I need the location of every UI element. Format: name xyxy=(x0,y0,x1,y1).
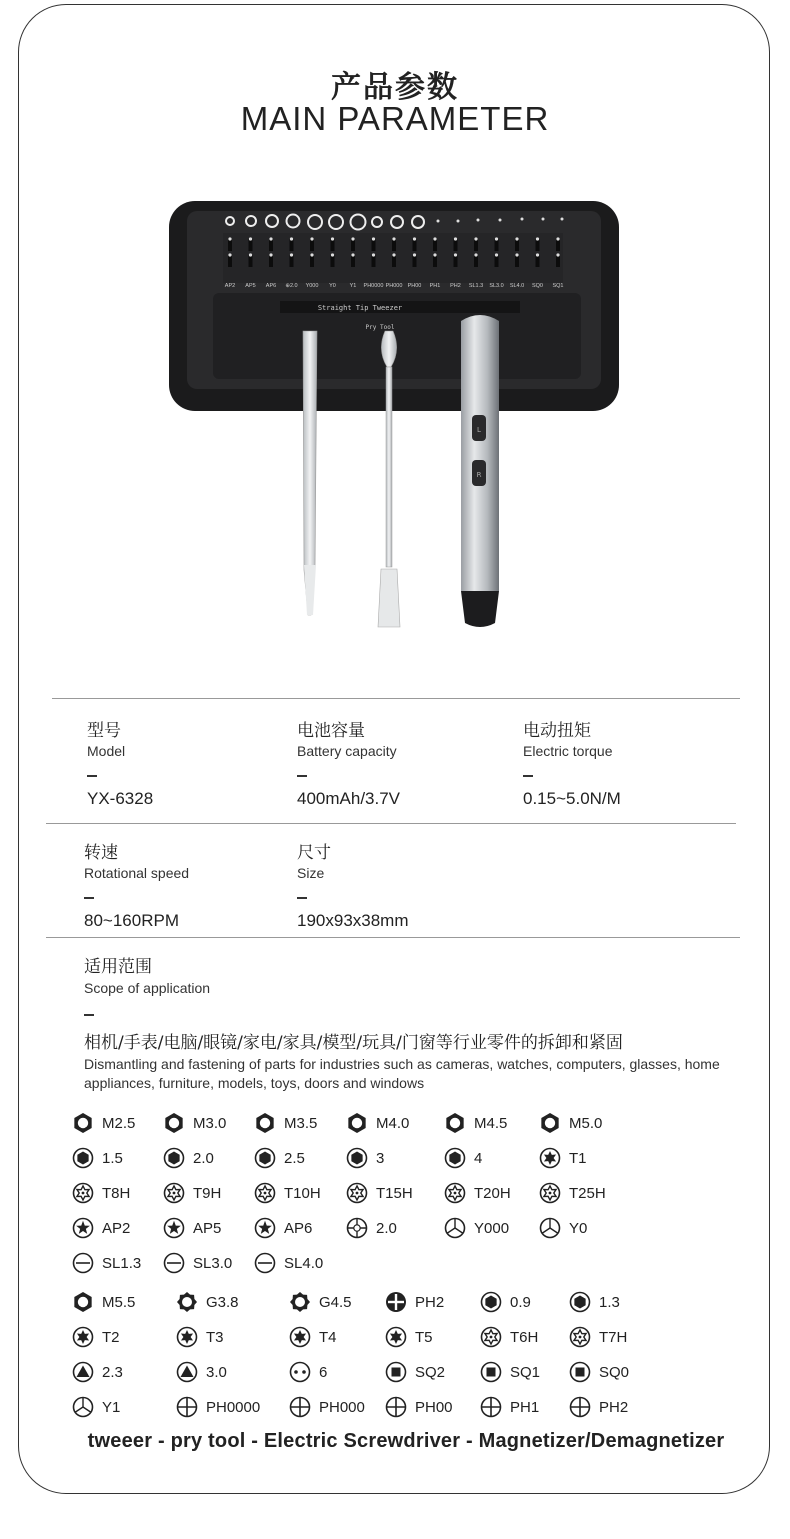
hex-solid-icon xyxy=(569,1291,599,1313)
bit-tip xyxy=(556,253,559,256)
bit-slot xyxy=(536,239,540,251)
phillips-icon xyxy=(480,1396,510,1418)
bit-item xyxy=(444,1145,482,1171)
dash-divider xyxy=(84,897,94,899)
param-label-en: Size xyxy=(297,865,325,881)
param-label-cn: 型号 xyxy=(87,721,121,741)
hex-ring-icon xyxy=(163,1112,193,1134)
photo-bit-label: SL1.3 xyxy=(468,283,484,289)
bit-label: T5 xyxy=(415,1328,433,1346)
bit-label: T9H xyxy=(193,1184,222,1202)
bit-slot xyxy=(228,255,232,267)
slot-icon xyxy=(254,1252,284,1274)
bit-slot xyxy=(392,255,396,267)
bit-label: T20H xyxy=(474,1184,511,1202)
bit-item xyxy=(72,1289,135,1315)
square-icon xyxy=(480,1361,510,1383)
star-solid-icon xyxy=(163,1217,193,1239)
bit-slot xyxy=(331,255,335,267)
bit-tip xyxy=(351,237,354,240)
phillips-icon xyxy=(289,1396,319,1418)
star-solid-icon xyxy=(72,1217,102,1239)
param-label-cn: 电动扭矩 xyxy=(523,721,591,741)
hex-ring-icon xyxy=(254,1112,284,1134)
bit-label: T3 xyxy=(206,1328,224,1346)
star-solid-icon xyxy=(254,1217,284,1239)
bit-slot xyxy=(515,255,519,267)
square-icon xyxy=(569,1361,599,1383)
bit-slot xyxy=(433,239,437,251)
bit-tip xyxy=(536,237,539,240)
hex-solid-icon xyxy=(480,1291,510,1313)
bit-item xyxy=(254,1250,323,1276)
bit-item xyxy=(444,1215,509,1241)
bit-label: Y0 xyxy=(569,1219,588,1237)
bit-tip xyxy=(515,237,518,240)
bit-label: T6H xyxy=(510,1328,539,1346)
bit-item xyxy=(385,1324,433,1350)
dash-divider xyxy=(297,775,307,777)
pry-slot-label: Pry Tool xyxy=(365,324,395,331)
bit-tip xyxy=(392,237,395,240)
bit-tip xyxy=(413,253,416,256)
bit-slot xyxy=(269,255,273,267)
bit-item xyxy=(163,1180,221,1206)
bit-item xyxy=(539,1110,602,1136)
photo-bit-label: SQ1 xyxy=(552,283,564,289)
bit-label: 2.0 xyxy=(376,1219,397,1237)
tweezer-slot-label: Straight Tip Tweezer xyxy=(317,304,403,312)
hex-solid-icon xyxy=(163,1147,193,1169)
bit-label: G4.5 xyxy=(319,1293,352,1311)
dash-divider xyxy=(523,775,533,777)
bit-item xyxy=(72,1394,120,1420)
bit-tip xyxy=(372,237,375,240)
torx-solid-icon xyxy=(176,1326,206,1348)
param-label-en: Battery capacity xyxy=(297,743,397,759)
photo-bit-label: PH00 xyxy=(407,283,422,289)
bit-tip xyxy=(413,237,416,240)
bit-label: T4 xyxy=(319,1328,337,1346)
bit-item xyxy=(289,1289,352,1315)
bit-item xyxy=(569,1324,627,1350)
bit-slot xyxy=(433,255,437,267)
bit-item xyxy=(444,1110,507,1136)
bit-label: T7H xyxy=(599,1328,628,1346)
bit-tip xyxy=(228,237,231,240)
triangle-icon xyxy=(72,1361,102,1383)
table-rule-top xyxy=(52,698,740,699)
torx-hole-icon xyxy=(539,1182,569,1204)
bit-label: AP6 xyxy=(284,1219,313,1237)
bit-tip xyxy=(433,253,436,256)
bit-tip xyxy=(392,253,395,256)
dash-divider xyxy=(84,1014,94,1016)
bit-item xyxy=(163,1250,232,1276)
bit-slot xyxy=(228,239,232,251)
bit-label: 0.9 xyxy=(510,1293,531,1311)
torx-hole-icon xyxy=(569,1326,599,1348)
bit-item xyxy=(569,1359,629,1385)
bit-label: PH2 xyxy=(599,1398,629,1416)
bit-label: PH1 xyxy=(510,1398,540,1416)
bit-label: 1.3 xyxy=(599,1293,620,1311)
bit-tip xyxy=(290,253,293,256)
bit-label: M3.5 xyxy=(284,1114,318,1132)
bit-label: G3.8 xyxy=(206,1293,239,1311)
bit-tip xyxy=(556,237,559,240)
bit-item xyxy=(480,1359,540,1385)
hex-solid-icon xyxy=(254,1147,284,1169)
dash-divider xyxy=(297,897,307,899)
torx-hole-icon xyxy=(480,1326,510,1348)
bit-label: T10H xyxy=(284,1184,321,1202)
param-speed xyxy=(84,838,189,931)
photo-bit-label: Y0 xyxy=(329,283,336,289)
param-label-en: Model xyxy=(87,743,126,759)
bit-item xyxy=(385,1289,444,1315)
bit-slot xyxy=(495,255,499,267)
tweezer xyxy=(303,331,317,615)
bit-slot xyxy=(331,239,335,251)
photo-bit-label: ⊕2.0 xyxy=(285,283,298,289)
bit-item xyxy=(346,1215,397,1241)
table-rule-middle xyxy=(46,823,736,824)
param-value: YX-6328 xyxy=(87,788,154,808)
bit-item xyxy=(539,1215,587,1241)
bit-tip xyxy=(351,253,354,256)
bit-item xyxy=(289,1394,365,1420)
bit-label: T25H xyxy=(569,1184,606,1202)
bit-slot xyxy=(413,239,417,251)
param-size xyxy=(297,838,409,931)
torx-hole-icon xyxy=(444,1182,474,1204)
bit-item xyxy=(480,1289,531,1315)
phillips-icon xyxy=(385,1396,415,1418)
param-torque xyxy=(523,716,621,809)
svg-text:R: R xyxy=(476,471,482,479)
bit-label: Y000 xyxy=(474,1219,510,1237)
bit-label: PH000 xyxy=(319,1398,365,1416)
bit-tip xyxy=(331,237,334,240)
bit-tip xyxy=(331,253,334,256)
triangle-icon xyxy=(176,1361,206,1383)
bit-tip xyxy=(372,253,375,256)
photo-bit-label: SQ0 xyxy=(531,283,544,289)
phillips-icon xyxy=(176,1396,206,1418)
torx-solid-icon xyxy=(72,1326,102,1348)
bit-item xyxy=(176,1324,224,1350)
bit-tip xyxy=(474,253,477,256)
bit-tip xyxy=(454,253,457,256)
product-photo xyxy=(165,195,630,635)
param-model xyxy=(87,716,153,809)
bit-tip xyxy=(228,253,231,256)
bit-item xyxy=(385,1359,445,1385)
bit-label: Y1 xyxy=(102,1398,121,1416)
bit-tip xyxy=(269,237,272,240)
hex-solid-icon xyxy=(444,1147,474,1169)
bit-tip xyxy=(290,237,293,240)
bit-tip xyxy=(310,237,313,240)
bit-label: SQ1 xyxy=(510,1363,541,1381)
bit-slot xyxy=(392,239,396,251)
bit-label: 2.0 xyxy=(193,1149,214,1167)
gear-ring-icon xyxy=(289,1291,319,1313)
table-rule-bottom xyxy=(46,937,740,938)
bit-label: SQ0 xyxy=(599,1363,630,1381)
torx-solid-icon xyxy=(385,1326,415,1348)
bit-slot xyxy=(556,239,560,251)
param-value: 190x93x38mm xyxy=(297,910,409,930)
hex-ring-icon xyxy=(72,1291,102,1313)
bit-label: T2 xyxy=(102,1328,120,1346)
tri-wing-icon xyxy=(72,1396,102,1418)
bit-slot xyxy=(474,255,478,267)
bit-slot xyxy=(413,255,417,267)
bit-item xyxy=(72,1110,135,1136)
bit-tip xyxy=(536,253,539,256)
hex-ring-icon xyxy=(539,1112,569,1134)
bit-label: 3 xyxy=(376,1149,385,1167)
tri-wing-icon xyxy=(444,1217,474,1239)
param-value: 400mAh/3.7V xyxy=(297,788,401,808)
bit-item xyxy=(289,1359,327,1385)
photo-bit-label: PH1 xyxy=(429,283,441,289)
hex-solid-icon xyxy=(346,1147,376,1169)
bit-label: SL4.0 xyxy=(284,1254,324,1272)
param-label-cn: 电池容量 xyxy=(297,721,365,741)
bit-item xyxy=(254,1110,317,1136)
param-label-cn: 尺寸 xyxy=(297,843,331,863)
bit-label: PH00 xyxy=(415,1398,453,1416)
bit-slot xyxy=(495,239,499,251)
photo-bit-label: AP6 xyxy=(265,283,277,289)
bit-slot xyxy=(249,239,253,251)
bit-label: SQ2 xyxy=(415,1363,446,1381)
electric-screwdriver xyxy=(461,315,499,627)
bit-label: M3.0 xyxy=(193,1114,227,1132)
param-value: 80~160RPM xyxy=(84,910,179,930)
bit-label: 3.0 xyxy=(206,1363,227,1381)
torx-hole-icon xyxy=(346,1182,376,1204)
bit-label: M2.5 xyxy=(102,1114,136,1132)
scope-section xyxy=(84,952,744,1093)
phillips-solid-icon xyxy=(385,1291,415,1313)
bit-tip xyxy=(515,253,518,256)
bit-item xyxy=(254,1145,305,1171)
bit-tip xyxy=(454,237,457,240)
bit-item xyxy=(72,1250,141,1276)
bit-item xyxy=(254,1215,312,1241)
bit-slot xyxy=(269,239,273,251)
bit-tip xyxy=(249,253,252,256)
torx-hole-icon xyxy=(163,1182,193,1204)
torx-solid-icon xyxy=(539,1147,569,1169)
photo-bit-label: Y000 xyxy=(305,283,319,289)
photo-bit-label: AP2 xyxy=(224,283,236,289)
bit-item xyxy=(176,1289,239,1315)
tri-wing-icon xyxy=(539,1217,569,1239)
scope-body-en: Dismantling and fastening of parts for industries such as cameras, watches, computers, glasses, home appliances, furniture, models, toys, doors and windows xyxy=(84,1055,720,1091)
slot-icon xyxy=(163,1252,193,1274)
gear-ring-icon xyxy=(176,1291,206,1313)
bit-label: 4 xyxy=(474,1149,483,1167)
bit-label: 2.3 xyxy=(102,1363,123,1381)
bit-label: M5.5 xyxy=(102,1293,136,1311)
hex-ring-icon xyxy=(72,1112,102,1134)
bit-slot xyxy=(372,255,376,267)
torx-solid-icon xyxy=(289,1326,319,1348)
bit-item xyxy=(254,1180,321,1206)
bit-item xyxy=(163,1215,221,1241)
param-value: 0.15~5.0N/M xyxy=(523,788,621,808)
bit-label: T1 xyxy=(569,1149,587,1167)
bit-label: AP2 xyxy=(102,1219,131,1237)
two-dot-icon xyxy=(289,1361,319,1383)
title-english: MAIN PARAMETER xyxy=(240,100,550,137)
bit-item xyxy=(289,1324,337,1350)
bit-slot xyxy=(515,239,519,251)
slot-icon xyxy=(72,1252,102,1274)
bit-item xyxy=(176,1359,227,1385)
bit-labels xyxy=(225,283,564,289)
bit-tip xyxy=(433,237,436,240)
bit-item xyxy=(163,1110,226,1136)
bit-item xyxy=(163,1145,214,1171)
photo-bit-label: Y1 xyxy=(349,283,357,289)
bit-label: T15H xyxy=(376,1184,413,1202)
square-icon xyxy=(385,1361,415,1383)
bit-item xyxy=(346,1110,409,1136)
bit-item xyxy=(346,1145,384,1171)
bit-item xyxy=(72,1324,120,1350)
bit-label: PH0000 xyxy=(206,1398,261,1416)
bit-label: SL3.0 xyxy=(193,1254,233,1272)
param-label-en: Electric torque xyxy=(523,743,613,759)
torx-hole-icon xyxy=(254,1182,284,1204)
bit-item xyxy=(539,1180,606,1206)
bit-slot xyxy=(474,239,478,251)
bit-tip xyxy=(495,253,498,256)
bit-label: 6 xyxy=(319,1363,328,1381)
param-label-cn: 转速 xyxy=(84,843,118,863)
bit-slot xyxy=(249,255,253,267)
hex-solid-icon xyxy=(72,1147,102,1169)
bit-item xyxy=(569,1394,628,1420)
bit-label: M4.5 xyxy=(474,1114,508,1132)
photo-bit-label: PH0000 xyxy=(363,283,384,289)
bit-slot xyxy=(372,239,376,251)
bit-slot xyxy=(454,239,458,251)
bit-item xyxy=(72,1359,123,1385)
bit-item xyxy=(385,1394,453,1420)
bit-item xyxy=(539,1145,587,1171)
footer-caption: tweeer - pry tool - Electric Screwdriver - Magnetizer/Demagnetizer xyxy=(87,1430,725,1452)
photo-bit-label: SL4.0 xyxy=(509,283,525,289)
photo-bit-label: PH000 xyxy=(385,283,403,289)
bit-tip xyxy=(474,237,477,240)
scope-title-en: Scope of application xyxy=(84,980,211,996)
bit-slot xyxy=(310,239,314,251)
bit-label: 2.5 xyxy=(284,1149,305,1167)
bit-label: M4.0 xyxy=(376,1114,410,1132)
bit-tip xyxy=(495,237,498,240)
bit-slot xyxy=(290,255,294,267)
phillips-icon xyxy=(569,1396,599,1418)
bit-item xyxy=(72,1215,130,1241)
scope-body-cn: 相机/手表/电脑/眼镜/家电/家具/模型/玩具/门窗等行业零件的拆卸和紧固 xyxy=(84,1032,623,1053)
torx-hole-icon xyxy=(72,1182,102,1204)
bit-label: M5.0 xyxy=(569,1114,603,1132)
cross-dot-icon xyxy=(346,1217,376,1239)
scope-title-cn: 适用范围 xyxy=(84,957,152,977)
hex-ring-icon xyxy=(444,1112,474,1134)
photo-bit-label: SL3.0 xyxy=(489,283,504,289)
bit-slot xyxy=(290,239,294,251)
bit-slot xyxy=(556,255,560,267)
bit-label: PH2 xyxy=(415,1293,445,1311)
bit-item xyxy=(569,1289,620,1315)
bit-item xyxy=(480,1394,539,1420)
param-label-en: Rotational speed xyxy=(84,865,190,881)
hex-ring-icon xyxy=(346,1112,376,1134)
bit-item xyxy=(480,1324,538,1350)
bit-label: AP5 xyxy=(193,1219,222,1237)
bit-slot xyxy=(351,239,355,251)
bit-label: 1.5 xyxy=(102,1149,123,1167)
bit-slot xyxy=(351,255,355,267)
bit-tip xyxy=(269,253,272,256)
bit-tip xyxy=(310,253,313,256)
dash-divider xyxy=(87,775,97,777)
bit-item xyxy=(72,1180,130,1206)
title-chinese: 产品参数 xyxy=(331,70,459,105)
bit-slot xyxy=(536,255,540,267)
bit-item xyxy=(176,1394,260,1420)
svg-text:L: L xyxy=(477,426,481,434)
photo-bit-label: AP5 xyxy=(245,283,256,289)
param-battery xyxy=(297,716,400,809)
bit-label: SL1.3 xyxy=(102,1254,142,1272)
bit-item xyxy=(72,1145,123,1171)
bit-slot xyxy=(310,255,314,267)
bit-item xyxy=(346,1180,413,1206)
bit-tip xyxy=(249,237,252,240)
bit-label: T8H xyxy=(102,1184,131,1202)
bit-slot xyxy=(454,255,458,267)
bit-item xyxy=(444,1180,511,1206)
photo-bit-label: PH2 xyxy=(450,283,461,289)
